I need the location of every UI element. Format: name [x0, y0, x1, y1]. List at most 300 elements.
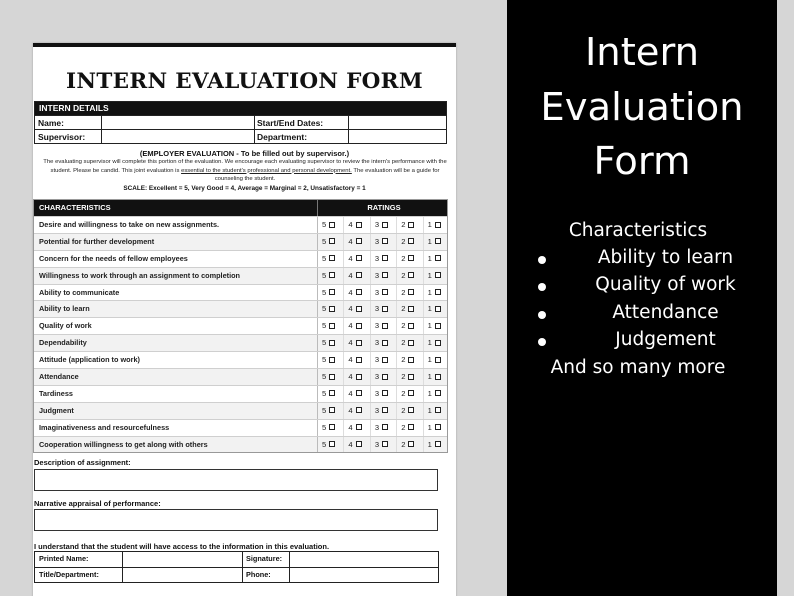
rating-option [370, 268, 396, 284]
rating-checkbox[interactable] [435, 407, 441, 413]
characteristic-label: Willingness to work through an assignment to completion [39, 270, 241, 280]
rating-value: 2 [401, 372, 406, 382]
dates-label: Start/End Dates: [257, 118, 324, 128]
name-label: Name: [38, 118, 64, 128]
rating-option [423, 403, 449, 419]
rating-value: 2 [401, 405, 406, 415]
table-row [34, 216, 447, 233]
rating-checkbox[interactable] [356, 323, 362, 329]
intern-details-box [34, 101, 447, 144]
rating-checkbox[interactable] [329, 306, 335, 312]
rating-value: 4 [348, 405, 353, 415]
rating-value: 4 [348, 220, 353, 229]
rating-value: 1 [427, 355, 432, 365]
rating-options [317, 285, 449, 301]
rating-option [423, 352, 449, 368]
rating-value: 5 [322, 321, 327, 331]
rating-option [318, 268, 343, 284]
rating-value: 4 [348, 287, 353, 297]
bullet-text: Judgement [615, 328, 716, 350]
rating-checkbox[interactable] [329, 222, 335, 228]
rating-option [370, 234, 396, 250]
rating-value: 1 [427, 304, 432, 314]
rating-value: 3 [374, 422, 380, 432]
rating-value: 5 [322, 388, 327, 398]
rating-option [318, 386, 343, 402]
rating-checkbox[interactable] [356, 374, 362, 380]
list-item [507, 247, 777, 274]
rating-checkbox[interactable] [382, 390, 388, 396]
rating-value: 3 [374, 253, 380, 263]
rating-options [317, 217, 449, 233]
rating-option [370, 369, 396, 385]
rating-options [317, 301, 449, 317]
rating-option [318, 318, 343, 334]
rating-value: 1 [427, 405, 432, 415]
rating-value: 1 [427, 253, 432, 263]
rating-option [370, 437, 396, 453]
form-title: INTERN EVALUATION FORM [66, 69, 423, 94]
rating-checkbox[interactable] [329, 272, 335, 278]
rating-value: 2 [401, 388, 406, 398]
table-row [34, 267, 447, 284]
bullet-dot-icon [538, 283, 546, 291]
rating-option [370, 420, 396, 436]
rating-value: 2 [401, 253, 406, 263]
rating-option [318, 285, 343, 301]
rating-checkbox[interactable] [329, 441, 335, 447]
rating-checkbox[interactable] [435, 424, 441, 430]
rating-checkbox[interactable] [329, 255, 335, 261]
rating-checkbox[interactable] [356, 340, 362, 346]
printed-name-field[interactable] [123, 552, 241, 567]
rating-option [343, 318, 369, 334]
promo-panel [507, 0, 777, 596]
rating-option [318, 301, 343, 317]
rating-value: 3 [374, 372, 380, 382]
rating-option [423, 420, 449, 436]
rating-value: 3 [374, 304, 380, 314]
characteristics-header: CHARACTERISTICS [39, 203, 111, 212]
characteristic-label: Attendance [39, 372, 79, 382]
rating-value: 2 [401, 422, 406, 432]
rating-checkbox[interactable] [329, 289, 335, 295]
rating-value: 1 [427, 388, 432, 398]
rating-checkbox[interactable] [382, 238, 388, 244]
rating-option [343, 268, 369, 284]
employer-eval-heading: (EMPLOYER EVALUATION - To be filled out by supervisor.) [139, 149, 350, 158]
rating-option [396, 251, 422, 267]
rating-checkbox[interactable] [408, 390, 414, 396]
rating-option [370, 335, 396, 351]
rating-value: 5 [322, 422, 327, 432]
rating-value: 4 [348, 253, 353, 263]
table-row [34, 419, 447, 436]
table-row [34, 233, 447, 250]
ratings-table [33, 199, 448, 453]
rating-value: 3 [374, 388, 380, 398]
rating-checkbox[interactable] [382, 441, 388, 447]
rating-checkbox[interactable] [435, 340, 441, 346]
rating-value: 2 [401, 236, 406, 246]
phone-field[interactable] [290, 568, 438, 582]
rating-value: 5 [322, 253, 327, 263]
rating-value: 4 [348, 439, 353, 449]
rating-checkbox[interactable] [382, 289, 388, 295]
bullet-dot-icon [538, 311, 546, 319]
rating-option [396, 335, 422, 351]
description-field[interactable] [34, 469, 438, 491]
rating-value: 4 [348, 388, 353, 398]
rating-options [317, 251, 449, 267]
department-field[interactable] [349, 130, 446, 143]
characteristic-label: Imaginativeness and resourcefulness [39, 422, 170, 432]
rating-option [396, 318, 422, 334]
rating-option [423, 234, 449, 250]
panel-title-line1: Intern [584, 30, 700, 75]
characteristic-label: Ability to learn [39, 304, 90, 314]
rating-value: 3 [374, 220, 380, 229]
rating-value: 2 [401, 321, 406, 331]
rating-options [317, 234, 449, 250]
rating-checkbox[interactable] [408, 424, 414, 430]
rating-option [396, 234, 422, 250]
ratings-header: RATINGS [367, 203, 401, 212]
rating-value: 3 [374, 270, 380, 280]
rating-option [343, 369, 369, 385]
rating-option [423, 268, 449, 284]
rating-checkbox[interactable] [408, 357, 414, 363]
rating-checkbox[interactable] [329, 390, 335, 396]
rating-checkbox[interactable] [329, 357, 335, 363]
rating-value: 3 [374, 236, 380, 246]
rating-value: 5 [322, 287, 327, 297]
rating-checkbox[interactable] [408, 238, 414, 244]
rating-options [317, 386, 449, 402]
rating-option [370, 318, 396, 334]
rating-option [423, 335, 449, 351]
table-row [34, 402, 447, 419]
rating-option [370, 251, 396, 267]
rating-value: 1 [427, 338, 432, 348]
rating-checkbox[interactable] [329, 323, 335, 329]
rating-options [317, 369, 449, 385]
printed-name-label: Printed Name: [39, 554, 89, 563]
rating-checkbox[interactable] [382, 306, 388, 312]
ratings-table-header [34, 200, 447, 216]
rating-checkbox[interactable] [435, 289, 441, 295]
rating-checkbox[interactable] [435, 441, 441, 447]
list-item [507, 329, 777, 356]
evaluation-form-sheet [33, 43, 456, 596]
list-item [507, 302, 777, 329]
dates-field[interactable] [349, 116, 446, 129]
rating-checkbox[interactable] [408, 407, 414, 413]
rating-option [396, 268, 422, 284]
rating-value: 1 [427, 236, 432, 246]
rating-option [343, 403, 369, 419]
rating-option [370, 352, 396, 368]
rating-option [318, 403, 343, 419]
panel-footer: And so many more [550, 357, 726, 378]
intern-details-header: INTERN DETAILS [35, 102, 446, 115]
characteristic-label: Quality of work [39, 321, 92, 331]
rating-option [343, 285, 369, 301]
rating-options [317, 335, 449, 351]
rating-checkbox[interactable] [329, 238, 335, 244]
rating-option [423, 301, 449, 317]
name-field[interactable] [102, 116, 253, 129]
rating-checkbox[interactable] [408, 374, 414, 380]
rating-checkbox[interactable] [435, 255, 441, 261]
rating-option [423, 217, 449, 233]
department-label: Department: [257, 132, 308, 142]
rating-checkbox[interactable] [408, 289, 414, 295]
narrative-field[interactable] [34, 509, 438, 531]
rating-checkbox[interactable] [382, 222, 388, 228]
rating-option [318, 437, 343, 453]
characteristic-label: Judgment [39, 405, 74, 415]
rating-checkbox[interactable] [408, 222, 414, 228]
rating-checkbox[interactable] [356, 238, 362, 244]
rating-value: 2 [401, 338, 406, 348]
rating-checkbox[interactable] [382, 272, 388, 278]
phone-label: Phone: [246, 570, 271, 579]
panel-subtitle: Characteristics [568, 220, 708, 241]
rating-value: 1 [427, 321, 432, 331]
rating-value: 4 [348, 422, 353, 432]
rating-value: 2 [401, 304, 406, 314]
rating-checkbox[interactable] [435, 357, 441, 363]
rating-option [423, 318, 449, 334]
rating-value: 1 [427, 372, 432, 382]
rating-value: 4 [348, 236, 353, 246]
rating-checkbox[interactable] [382, 424, 388, 430]
characteristic-label: Concern for the needs of fellow employees [39, 253, 188, 263]
rating-checkbox[interactable] [356, 357, 362, 363]
rating-checkbox[interactable] [356, 306, 362, 312]
rating-checkbox[interactable] [356, 289, 362, 295]
employer-eval-text: The evaluating supervisor will complete this portion of the evaluation. We encourage each evaluating supervisor to review the intern's performance with the student. Please be candid. This joint evaluation is essential to the student's professional and personal development. The evaluation will be a guide for counseling the student. [43, 159, 447, 183]
rating-value: 5 [322, 270, 327, 280]
rating-checkbox[interactable] [356, 407, 362, 413]
rating-option [396, 369, 422, 385]
rating-option [343, 217, 369, 233]
rating-checkbox[interactable] [382, 407, 388, 413]
rating-options [317, 352, 449, 368]
rating-option [343, 301, 369, 317]
rating-checkbox[interactable] [329, 424, 335, 430]
rating-value: 1 [427, 287, 432, 297]
rating-option [370, 386, 396, 402]
bullet-text: Attendance [612, 301, 719, 323]
rating-checkbox[interactable] [408, 323, 414, 329]
rating-checkbox[interactable] [329, 374, 335, 380]
rating-value: 5 [322, 338, 327, 348]
rating-checkbox[interactable] [382, 323, 388, 329]
bullet-text: Ability to learn [597, 247, 734, 268]
rating-option [370, 285, 396, 301]
title-department-label: Title/Department: [39, 570, 99, 579]
rating-checkbox[interactable] [356, 424, 362, 430]
rating-value: 5 [322, 304, 327, 314]
bullet-text: Quality of work [595, 274, 736, 296]
supervisor-label: Supervisor: [38, 132, 86, 142]
rating-checkbox[interactable] [356, 222, 362, 228]
title-department-field[interactable] [123, 568, 241, 582]
rating-option [318, 369, 343, 385]
characteristic-label: Attitude (application to work) [39, 355, 140, 365]
rating-value: 2 [401, 355, 406, 365]
rating-value: 5 [322, 439, 327, 449]
rating-value: 3 [374, 338, 380, 348]
table-row [34, 317, 447, 334]
rating-options [317, 268, 449, 284]
rating-options [317, 403, 449, 419]
supervisor-field[interactable] [102, 130, 253, 143]
rating-value: 4 [348, 372, 353, 382]
rating-option [343, 420, 369, 436]
rating-value: 4 [348, 270, 353, 280]
narrative-label: Narrative appraisal of performance: [34, 499, 161, 508]
rating-value: 3 [374, 405, 380, 415]
rating-value: 3 [374, 355, 380, 365]
rating-value: 1 [427, 439, 432, 449]
rating-value: 5 [322, 372, 327, 382]
rating-option [318, 234, 343, 250]
rating-value: 2 [401, 439, 406, 449]
rating-options [317, 437, 449, 453]
rating-value: 4 [348, 338, 353, 348]
rating-option [396, 301, 422, 317]
rating-option [343, 352, 369, 368]
table-row [34, 250, 447, 267]
table-row [34, 334, 447, 351]
rating-option [318, 251, 343, 267]
rating-value: 5 [322, 355, 327, 365]
list-item [507, 274, 777, 301]
rating-option [396, 217, 422, 233]
rating-option [343, 386, 369, 402]
rating-option [396, 420, 422, 436]
rating-checkbox[interactable] [356, 441, 362, 447]
rating-checkbox[interactable] [408, 441, 414, 447]
rating-value: 5 [322, 405, 327, 415]
rating-option [318, 335, 343, 351]
panel-title-line2: Evaluation [540, 84, 744, 130]
rating-value: 1 [427, 422, 432, 432]
rating-checkbox[interactable] [382, 374, 388, 380]
description-label: Description of assignment: [34, 458, 131, 467]
signoff-box [34, 551, 439, 583]
rating-checkbox[interactable] [329, 407, 335, 413]
panel-title-line3: Form [593, 139, 691, 184]
rating-value: 1 [427, 220, 432, 229]
rating-value: 5 [322, 236, 327, 246]
characteristic-label: Ability to communicate [39, 287, 120, 297]
rating-option [423, 437, 449, 453]
rating-value: 3 [374, 439, 380, 449]
rating-value: 4 [348, 304, 353, 314]
rating-option [423, 285, 449, 301]
characteristic-label: Potential for further development [39, 236, 155, 246]
characteristic-label: Tardiness [39, 388, 73, 398]
rating-checkbox[interactable] [435, 238, 441, 244]
table-row [34, 436, 447, 453]
table-row [34, 385, 447, 402]
rating-checkbox[interactable] [356, 390, 362, 396]
characteristic-label: Desire and willingness to take on new assignments. [39, 220, 220, 229]
rating-value: 3 [374, 321, 380, 331]
rating-option [423, 369, 449, 385]
rating-checkbox[interactable] [382, 340, 388, 346]
rating-checkbox[interactable] [329, 340, 335, 346]
rating-checkbox[interactable] [435, 374, 441, 380]
rating-option [343, 335, 369, 351]
rating-option [423, 251, 449, 267]
rating-option [396, 352, 422, 368]
rating-checkbox[interactable] [435, 323, 441, 329]
rating-option [343, 251, 369, 267]
rating-option [396, 403, 422, 419]
characteristic-label: Dependability [39, 338, 87, 348]
characteristic-label: Cooperation willingness to get along with others [39, 439, 208, 449]
rating-option [370, 217, 396, 233]
rating-value: 3 [374, 287, 380, 297]
table-row [34, 351, 447, 368]
rating-option [396, 437, 422, 453]
table-row [34, 300, 447, 317]
rating-checkbox[interactable] [408, 255, 414, 261]
bullet-dot-icon [538, 338, 546, 346]
rating-option [318, 217, 343, 233]
rating-checkbox[interactable] [408, 272, 414, 278]
rating-value: 4 [348, 321, 353, 331]
rating-checkbox[interactable] [435, 390, 441, 396]
table-row [34, 284, 447, 301]
rating-options [317, 318, 449, 334]
rating-option [343, 234, 369, 250]
acknowledge-text: I understand that the student will have access to the information in this evaluation. [34, 542, 330, 551]
rating-option [318, 420, 343, 436]
rating-checkbox[interactable] [382, 357, 388, 363]
rating-checkbox[interactable] [356, 272, 362, 278]
signature-field[interactable] [290, 552, 438, 567]
rating-option [370, 403, 396, 419]
rating-value: 5 [322, 220, 327, 229]
rating-value: 2 [401, 287, 406, 297]
rating-checkbox[interactable] [435, 306, 441, 312]
rating-checkbox[interactable] [435, 272, 441, 278]
rating-checkbox[interactable] [356, 255, 362, 261]
signature-label: Signature: [246, 554, 283, 563]
rating-checkbox[interactable] [408, 306, 414, 312]
rating-option [396, 386, 422, 402]
rating-value: 4 [348, 355, 353, 365]
rating-checkbox[interactable] [382, 255, 388, 261]
rating-value: 2 [401, 220, 406, 229]
rating-options [317, 420, 449, 436]
rating-checkbox[interactable] [408, 340, 414, 346]
rating-scale: SCALE: Excellent = 5, Very Good = 4, Average = Marginal = 2, Unsatisfactory = 1 [123, 185, 366, 192]
panel-title [507, 26, 777, 190]
rating-checkbox[interactable] [435, 222, 441, 228]
rating-option [396, 285, 422, 301]
rating-option [318, 352, 343, 368]
rating-value: 1 [427, 270, 432, 280]
feature-bullet-list [507, 247, 777, 356]
rating-option [343, 437, 369, 453]
